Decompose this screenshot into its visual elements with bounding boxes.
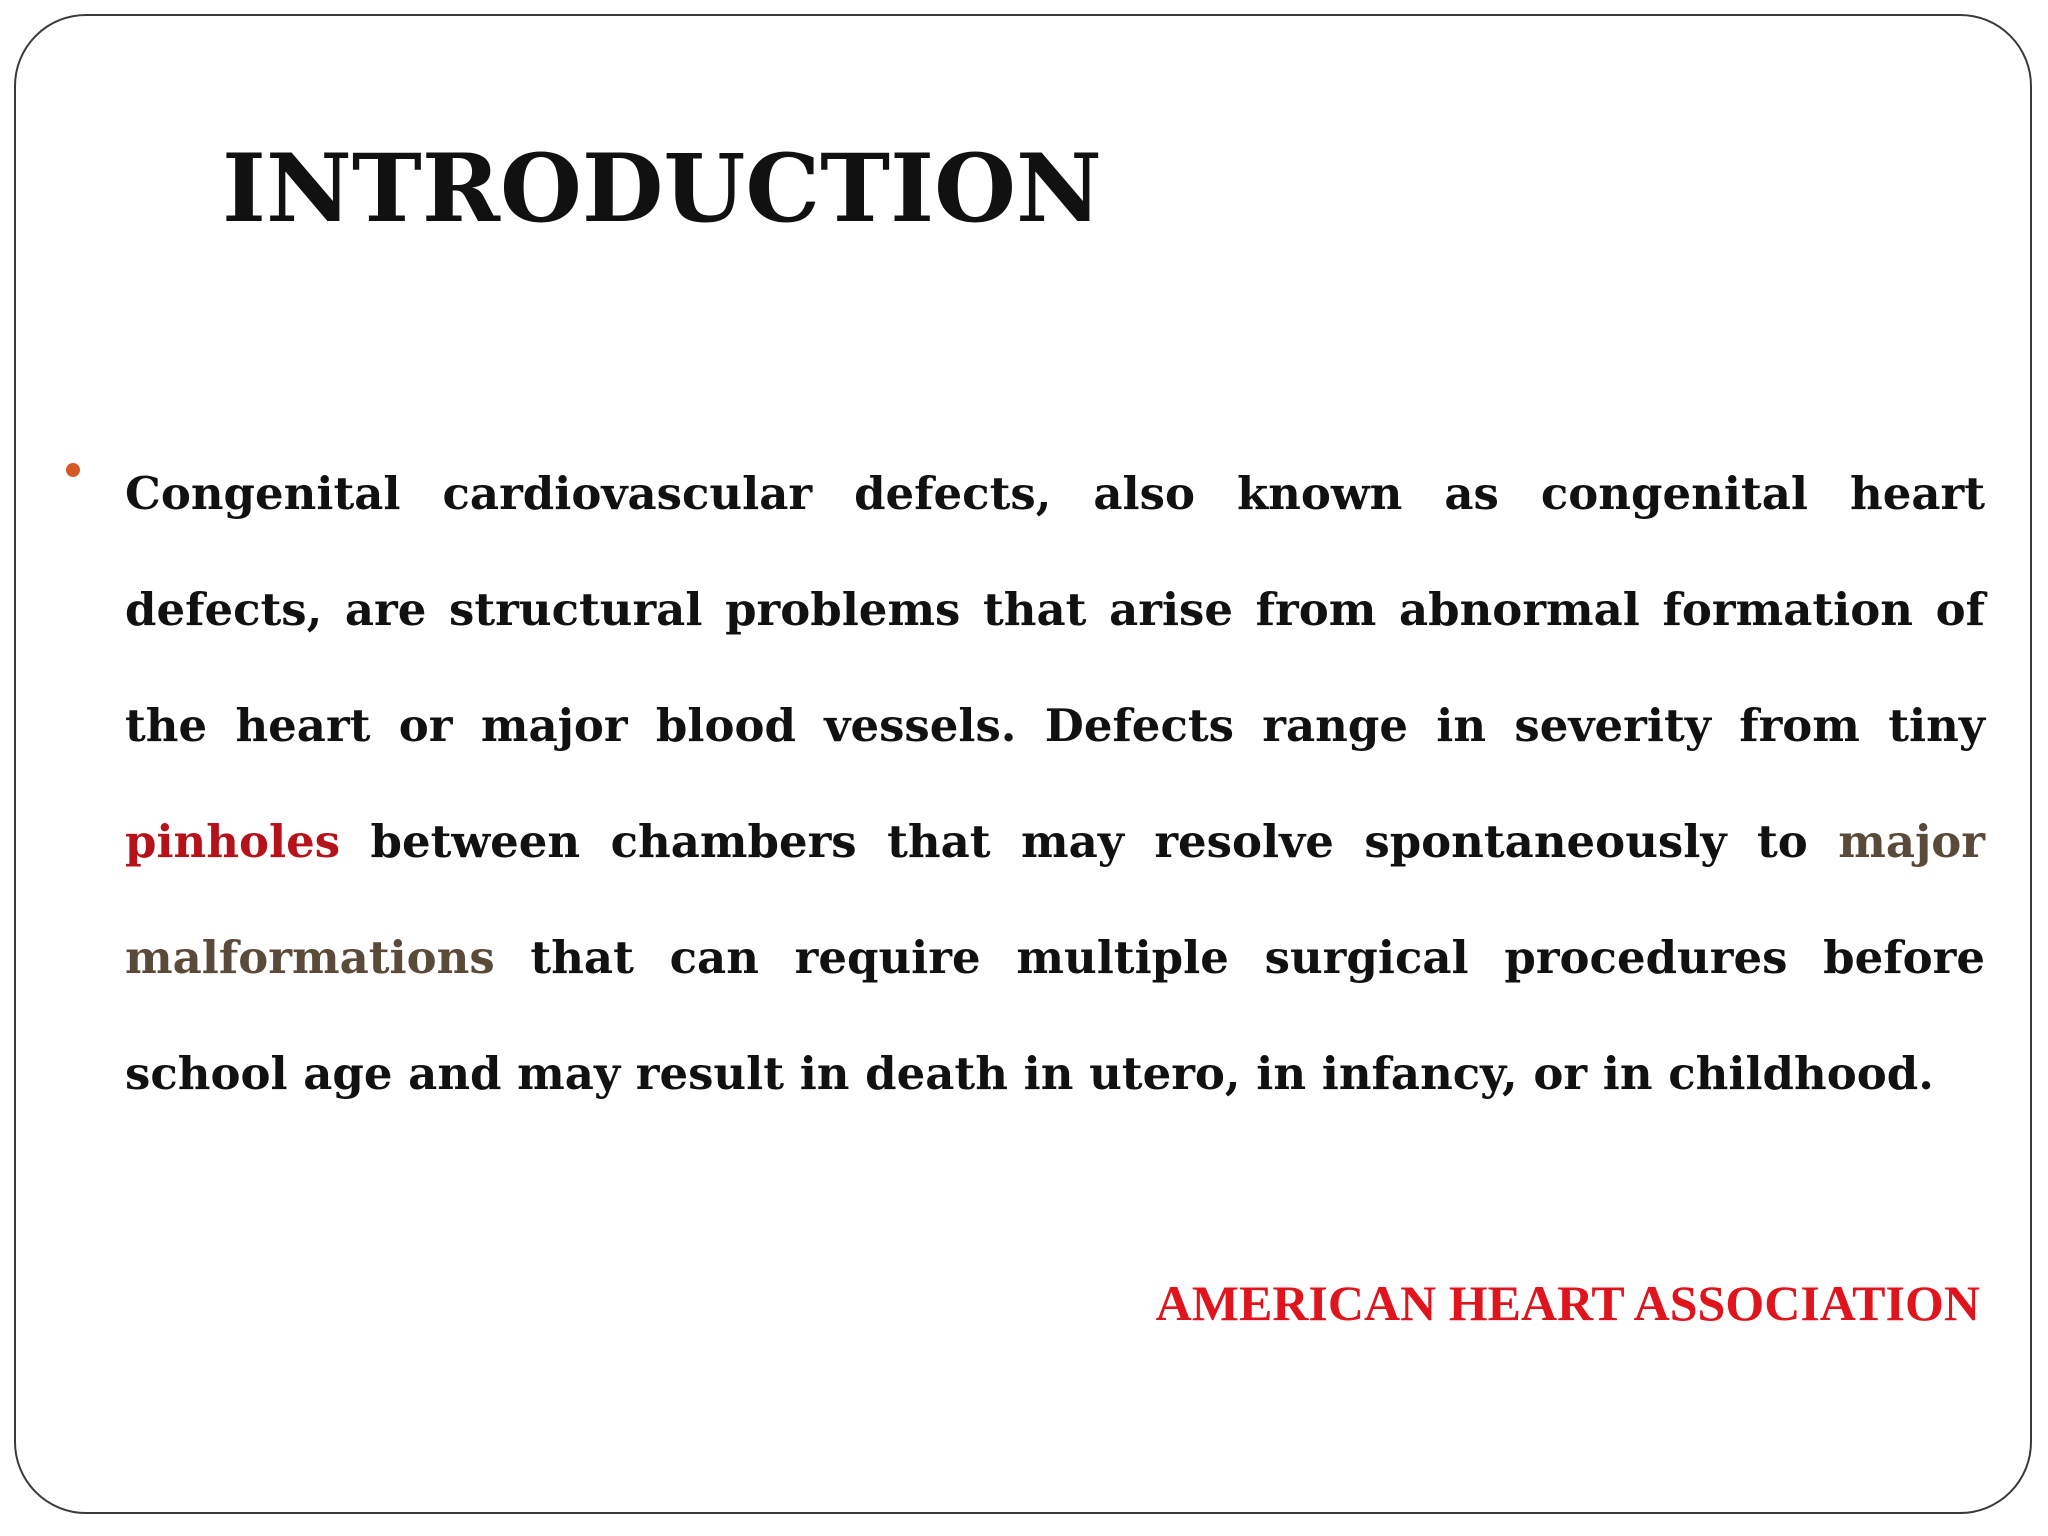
source-attribution: AMERICAN HEART ASSOCIATION	[1155, 1275, 1980, 1331]
highlight-pinholes: pinholes	[125, 815, 341, 868]
bullet-text-part: that can require multiple surgical procedures before school age and may result in death in utero, in infancy, or in childhood.	[125, 931, 1985, 1100]
bullet-paragraph	[125, 436, 1985, 1132]
bullet-text-part: defects, are structural problems that arise from abnormal formation of the heart or major blood vessels. Defects range in severity from tiny	[125, 583, 1985, 752]
bullet-text-part: between chambers that may resolve spontaneously to	[340, 815, 1839, 868]
slide-title: INTRODUCTION	[222, 134, 1102, 244]
highlight-malformations: major malformations	[125, 815, 1985, 984]
bullet-text-line1: Congenital cardiovascular defects, also known as congenital heart	[125, 467, 1985, 520]
bullet-dot-icon	[66, 463, 80, 477]
